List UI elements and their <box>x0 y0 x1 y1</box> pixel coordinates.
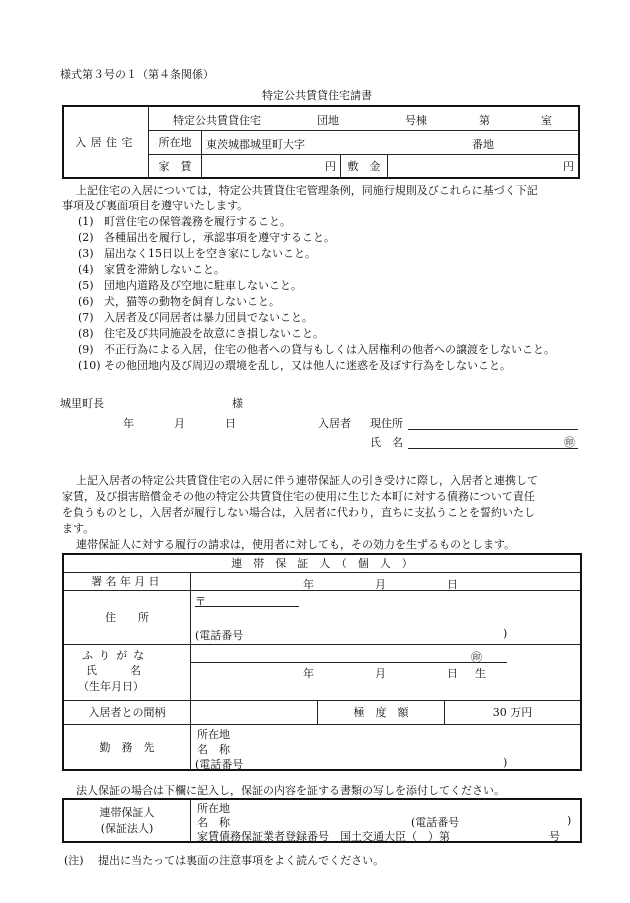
list-item: (3) 届出なく15日以上を空き家にしないこと。 <box>78 247 316 260</box>
corporate-table <box>62 798 582 843</box>
list-item: (9) 不正行為による入居，住宅の他者への貸与もしくは入居権利の他者への譲渡をしないこと。 <box>78 343 555 356</box>
list-item: (7) 入居者及び同居者は暴力団員でないこと。 <box>78 311 313 324</box>
sama-label: 様 <box>232 397 243 410</box>
date-month: 月 <box>174 417 185 430</box>
sign-date-cell[interactable]: 年 月 日 <box>191 572 582 590</box>
list-item: (10) その他団地内及び周辺の環境を乱し，又は他人に迷惑を及ぼす行為をしないこと。 <box>78 359 511 372</box>
date-year: 年 <box>123 417 134 430</box>
list-item: (8) 住宅及び共同施設を故意にき損しないこと。 <box>78 327 324 340</box>
document-title: 特定公共賃貸住宅請書 <box>262 89 372 102</box>
sign-date-label: 署名年月日 <box>63 572 191 590</box>
guarantor-intro-line: ます。 <box>62 522 95 535</box>
footnote: (注) 提出に当たっては裏面の注意事項をよく読んでください。 <box>64 854 385 867</box>
guarantor-intro-line: 上記入居者の特定公共賃貸住宅の入居に伴う連帯保証人の引き受けに際し，入居者と連携して <box>76 474 538 487</box>
limit-label: 極 度 額 <box>318 700 445 724</box>
guarantor-header: 連 帯 保 証 人 （ 個 人 ） <box>63 554 581 572</box>
resident-name-line[interactable] <box>408 448 578 449</box>
corporate-label: 連帯保証人 (保証法人) <box>63 799 191 842</box>
list-item: (6) 犬，猫等の動物を飼育しないこと。 <box>78 295 280 308</box>
limit-value: 30 万円 <box>445 700 582 724</box>
current-address-line[interactable] <box>408 429 578 430</box>
list-item: (1) 町営住宅の保管義務を履行すること。 <box>78 215 291 228</box>
residence-table <box>62 105 580 179</box>
house-name-cell[interactable]: 特定公共賃貸住宅 団地 号棟 第 室 <box>149 106 580 130</box>
corporate-note: 法人保証の場合は下欄に記入し，保証の内容を証する書類の写しを添付してください。 <box>76 784 505 797</box>
work-cell[interactable]: 所在地 名 称 (電話番号 ) <box>191 724 582 770</box>
intro-line: 事項及び裏面項目を遵守いたします。 <box>62 199 249 212</box>
intro-line: 上記住宅の入居については，特定公共賃貸住宅管理条例，同施行規則及びこれらに基づく下記 <box>76 184 538 197</box>
guarantor-intro-line: 連帯保証人に対する履行の請求は，使用者に対しても，その効力を生ずるものとします。 <box>76 538 516 551</box>
address-cell[interactable]: 東茨城郡城里町大字 番地 <box>202 130 580 154</box>
resident-name-label: 氏 名 <box>370 436 403 449</box>
guarantor-address-cell[interactable]: 〒 (電話番号 ) <box>191 590 582 644</box>
list-item: (2) 各種届出を履行し，承認事項を遵守すること。 <box>78 231 335 244</box>
seal-mark: ㊞ <box>564 436 575 449</box>
work-label: 勤 務 先 <box>63 724 191 770</box>
deposit-label: 敷 金 <box>341 154 388 178</box>
deposit-cell[interactable]: 円 <box>388 154 580 178</box>
rent-label: 家 賃 <box>149 154 202 178</box>
current-address-label: 現住所 <box>370 417 403 430</box>
relation-label: 入居者との間柄 <box>63 700 191 724</box>
guarantor-address-label: 住 所 <box>63 590 191 644</box>
guarantor-name-cell[interactable]: ㊞ 年 月 日 生 <box>191 644 582 700</box>
date-day: 日 <box>225 417 236 430</box>
resident-label: 入居者 <box>318 417 351 430</box>
address-label: 所在地 <box>149 130 202 154</box>
guarantor-name-label-cell: ふりがな 氏 名 （生年月日） <box>63 644 191 700</box>
guarantor-table <box>62 553 582 771</box>
rent-cell[interactable]: 円 <box>202 154 341 178</box>
relation-cell[interactable] <box>191 700 318 724</box>
list-item: (4) 家賃を滞納しないこと。 <box>78 263 225 276</box>
list-item: (5) 団地内道路及び空地に駐車しないこと。 <box>78 279 302 292</box>
form-number: 様式第３号の１（第４条関係） <box>60 68 214 81</box>
guarantor-intro-line: を負うものとし，入居者が履行しない場合は，入居者に代わり，直ちに支払うことを誓約いたし <box>62 506 535 519</box>
guarantor-intro-line: 家賃，及び損害賠償金その他の特定公共賃貸住宅の使用に生じた本町に対する債務について責任 <box>62 490 535 503</box>
mayor-label: 城里町長 <box>60 397 104 410</box>
residence-label: 入居住宅 <box>63 106 149 178</box>
corporate-cell[interactable]: 所在地 名 称 (電話番号 ) 家賃債務保証業者登録番号 国土交通大臣（ ）第 号 <box>191 799 582 842</box>
